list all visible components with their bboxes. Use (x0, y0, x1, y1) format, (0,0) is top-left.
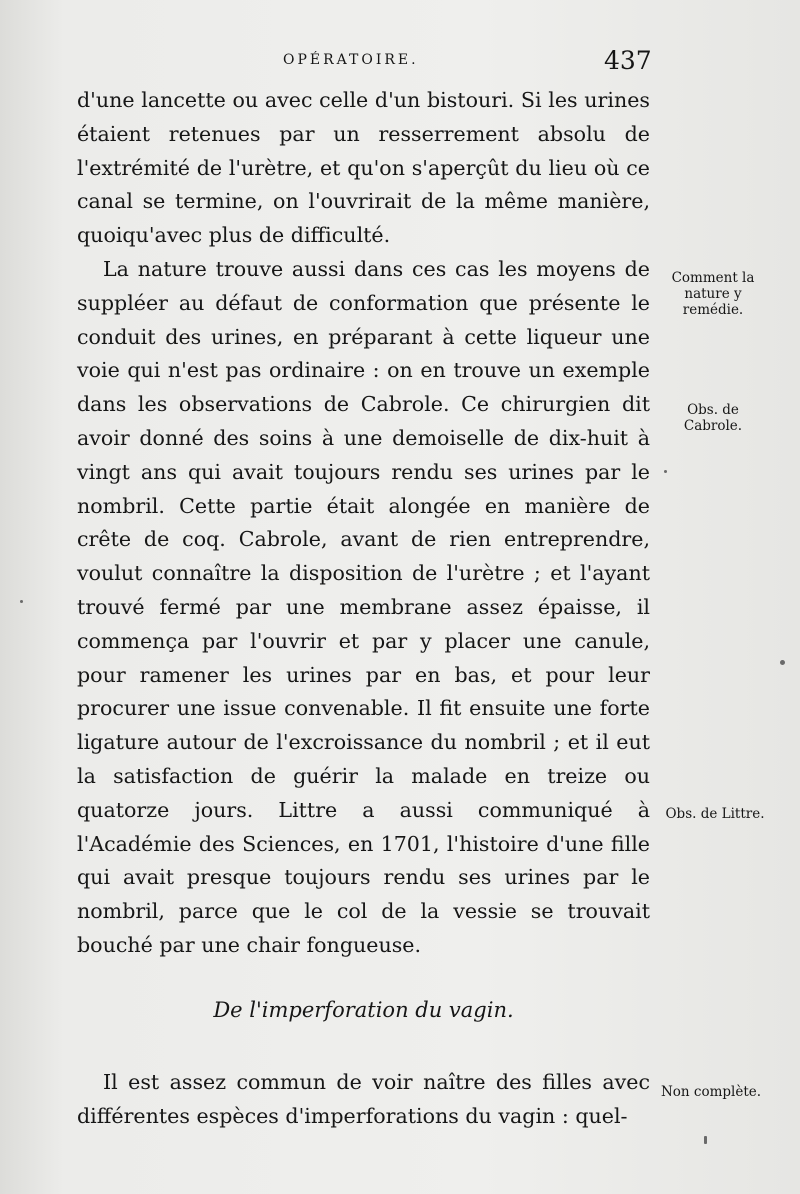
paragraph-imperforation: Il est assez commun de voir naître des filles avec différentes espèces d'imperforations du vagin : quel- (77, 1070, 650, 1128)
paper-speck (780, 660, 785, 665)
main-text (77, 84, 650, 963)
page-number: 437 (604, 46, 652, 75)
running-title: OPÉRATOIRE. (283, 52, 419, 68)
paragraph-continuation: d'une lancette ou avec celle d'un bistouri. Si les urines étaient retenues par un resserrement absolu de l'extrémité de l'urètre, et qu'on s'aperçût du lieu où ce canal se termine, on l'ouvrirait de la même manière, quoiqu'avec plus de difficulté. (77, 88, 650, 248)
paper-speck (664, 470, 667, 473)
margin-note-nature: Comment la nature y remédie. (671, 270, 755, 318)
paper-speck (704, 1136, 707, 1144)
margin-note-cabrole: Obs. de Cabrole. (683, 402, 743, 434)
margin-note-non-complete: Non complète. (660, 1084, 762, 1100)
paper-speck (20, 600, 23, 603)
margin-note-littre: Obs. de Littre. (665, 806, 765, 822)
paragraph-cabrole-littre: La nature trouve aussi dans ces cas les moyens de suppléer au défaut de conformation que présente le conduit des urines, en préparant à cette liqueur une voie qui n'est pas ordinaire : on en trouve un exemple dans les observations de Cabrole. Ce chirurgien dit avoir donné des soins à une demoiselle de dix-huit à vingt ans qui avait toujours rendu ses urines par le nombril. Cette partie était alongée en manière de crête de coq. Cabrole, avant de rien entreprendre, voulut connaître la disposition de l'urètre ; et l'ayant trouvé fermé par une membrane assez épaisse, il commença par l'ouvrir et par y placer une canule, pour ramener les urines par en bas, et pour leur procurer une issue convenable. Il fit ensuite une forte ligature autour de l'excroissance du nombril ; et il eut la satisfaction de guérir la malade en treize ou quatorze jours. Littre a aussi communiqué à l'Académie des Sciences, en 1701, l'histoire d'une fille qui avait presque toujours rendu ses urines par le nombril, parce que le col de la vessie se trouvait bouché par une chair fongueuse. (77, 256, 650, 957)
section-heading: De l'imperforation du vagin. (213, 998, 514, 1022)
